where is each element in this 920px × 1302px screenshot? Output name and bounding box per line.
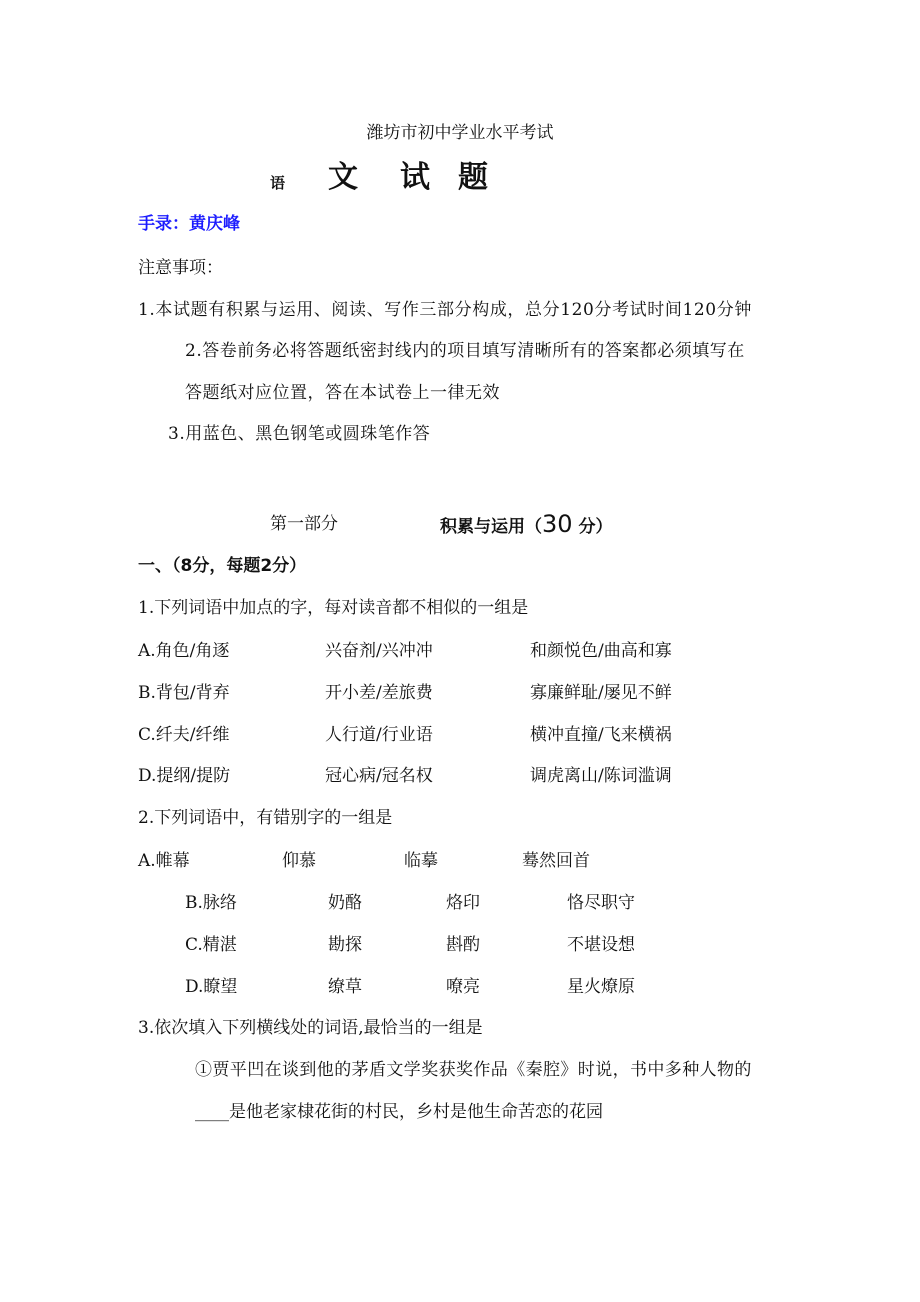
note-item: 2.答卷前务必将答题纸密封线内的项目填写清晰所有的答案都必须填写在 — [185, 341, 745, 361]
option-cell: 兴奋剂/兴冲冲 — [325, 641, 433, 661]
option-cell: B.脉络 — [185, 893, 237, 913]
option-cell: C.纤夫/纤维 — [138, 725, 230, 745]
answer-blank: ____ — [195, 1102, 229, 1122]
option-cell: 恪尽职守 — [567, 893, 635, 913]
option-cell: 寡廉鲜耻/屡见不鲜 — [530, 683, 672, 703]
question-2-stem: 2.下列词语中，有错别字的一组是 — [138, 808, 393, 828]
option-cell: 调虎离山/陈词滥调 — [530, 766, 672, 786]
question-3-sentence-cont — [195, 1101, 603, 1123]
option-cell: 人行道/行业语 — [325, 725, 433, 745]
option-cell: A.帷幕 — [138, 851, 190, 871]
question-3-stem: 3.依次填入下列横线处的词语,最恰当的一组是 — [138, 1018, 483, 1038]
option-cell: 不堪设想 — [567, 935, 635, 955]
question-1-stem: 1.下列词语中加点的字，每对读音都不相似的一组是 — [138, 598, 529, 618]
option-cell: 奶酪 — [328, 893, 362, 913]
option-cell: D.瞭望 — [185, 977, 238, 997]
option-cell: B.背包/背弃 — [138, 683, 230, 703]
part-label: 第一部分 — [270, 514, 338, 534]
option-cell: 斟酌 — [446, 935, 480, 955]
section-heading: 一、（8分，每题2分） — [138, 556, 307, 576]
option-cell: 仰慕 — [282, 851, 316, 871]
note-item: 1.本试题有积累与运用、阅读、写作三部分构成，总分120分考试时间120分钟 — [138, 300, 752, 320]
option-cell: 和颜悦色/曲高和寡 — [530, 641, 672, 661]
sentence-text: 是他老家棣花街的村民，乡村是他生命苦恋的花园 — [229, 1102, 603, 1122]
option-cell: 冠心病/冠名权 — [325, 766, 433, 786]
option-cell: 星火燎原 — [567, 977, 635, 997]
option-cell: 烙印 — [446, 893, 480, 913]
note-item: 3.用蓝色、黑色钢笔或圆珠笔作答 — [168, 424, 431, 444]
notes-heading: 注意事项： — [138, 258, 223, 278]
option-cell: 蓦然回首 — [522, 851, 590, 871]
part-title-prefix: 积累与运用（ — [440, 517, 542, 537]
part-title-suffix: 分） — [572, 517, 613, 537]
option-cell: 勘探 — [328, 935, 362, 955]
subject-char: 题 — [458, 160, 488, 195]
note-item: 答题纸对应位置，答在本试卷上一律无效 — [185, 383, 500, 403]
option-cell: 临摹 — [404, 851, 438, 871]
option-cell: 嘹亮 — [446, 977, 480, 997]
part-score: 30 — [542, 510, 573, 538]
option-cell: 缭草 — [328, 977, 362, 997]
subject-char: 文 — [328, 160, 358, 195]
part-title — [440, 510, 613, 538]
option-cell: 横冲直撞/飞来横祸 — [530, 725, 672, 745]
option-cell: A.角色/角逐 — [138, 641, 230, 661]
subject-char: 语 — [270, 174, 286, 192]
option-cell: C.精湛 — [185, 935, 237, 955]
subject-char: 试 — [400, 160, 430, 195]
option-cell: D.提纲/提防 — [138, 766, 231, 786]
question-3-sentence: ①贾平凹在谈到他的茅盾文学奖获奖作品《秦腔》时说，书中多种人物的 — [195, 1060, 752, 1080]
option-cell: 开小差/差旅费 — [325, 683, 433, 703]
transcriber: 手录：黄庆峰 — [138, 214, 240, 234]
exam-name: 潍坊市初中学业水平考试 — [366, 123, 554, 143]
